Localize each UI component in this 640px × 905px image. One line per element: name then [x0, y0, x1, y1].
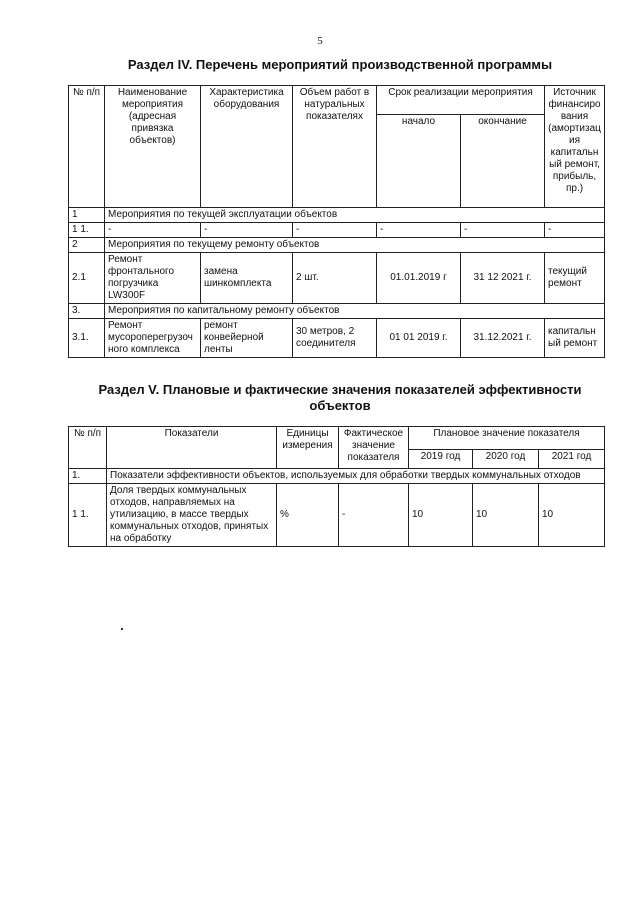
row-num: 2: [69, 238, 105, 253]
section-5-title: Раздел V. Плановые и фактические значения показателей эффективности объектов: [98, 382, 582, 413]
header-2020: 2020 год: [473, 450, 539, 469]
cell-source: текущий ремонт: [545, 253, 605, 304]
cell-start: 01 01 2019 г.: [377, 319, 461, 358]
header-2019: 2019 год: [409, 450, 473, 469]
row-num: 1.: [69, 469, 107, 484]
cell-name: Ремонт фронтального погрузчика LW300F: [105, 253, 201, 304]
cell-end: 31.12.2021 г.: [461, 319, 545, 358]
row-group-title: Мероприятия по капитальному ремонту объектов: [105, 304, 605, 319]
table-row: [69, 208, 605, 223]
table-row: [69, 223, 605, 238]
header-equipment: Характеристика оборудования: [201, 86, 293, 208]
cell-2020: 10: [473, 484, 539, 547]
cell-2019: 10: [409, 484, 473, 547]
cell-source: капитальный ремонт: [545, 319, 605, 358]
table-header-row: [69, 427, 605, 450]
header-source: Источник финансирования (амортизация капитальный ремонт, прибыль, пр.): [545, 86, 605, 208]
cell-indicator: Доля твердых коммунальных отходов, направляемых на утилизацию, в массе твердых коммунальных отходов, принятых на обработку: [107, 484, 277, 547]
cell-2021: 10: [539, 484, 605, 547]
cell-units: %: [277, 484, 339, 547]
table-row: [69, 253, 605, 304]
header-end: окончание: [461, 115, 545, 208]
efficiency-indicators-table: [68, 426, 605, 547]
production-program-table: [68, 85, 605, 358]
row-num: 3.: [69, 304, 105, 319]
header-2021: 2021 год: [539, 450, 605, 469]
header-units: Единицы измерения: [277, 427, 339, 469]
row-group-title: Показатели эффективности объектов, используемых для обработки твердых коммунальных отходов: [107, 469, 605, 484]
header-num: № п/п: [69, 86, 105, 208]
cell-equipment: -: [201, 223, 293, 238]
header-planned: Плановое значение показателя: [409, 427, 605, 450]
cell-end: -: [461, 223, 545, 238]
row-num: 1: [69, 208, 105, 223]
scan-speck: [121, 628, 123, 630]
section-4-title: Раздел IV. Перечень мероприятий производственной программы: [127, 57, 553, 72]
table-row: [69, 484, 605, 547]
row-num: 1 1.: [69, 223, 105, 238]
table-row: [69, 238, 605, 253]
header-actual: Фактическое значение показателя: [339, 427, 409, 469]
header-start: начало: [377, 115, 461, 208]
header-volume: Объем работ в натуральных показателях: [293, 86, 377, 208]
cell-source: -: [545, 223, 605, 238]
header-indicator: Показатели: [107, 427, 277, 469]
header-num: № п/п: [69, 427, 107, 469]
cell-end: 31 12 2021 г.: [461, 253, 545, 304]
cell-volume: 30 метров, 2 соединителя: [293, 319, 377, 358]
table-row: [69, 469, 605, 484]
table-row: [69, 319, 605, 358]
header-name: Наименование мероприятия (адресная привязка объектов): [105, 86, 201, 208]
table-row: [69, 304, 605, 319]
row-num: 1 1.: [69, 484, 107, 547]
row-group-title: Мероприятия по текущей эксплуатации объектов: [105, 208, 605, 223]
cell-actual: -: [339, 484, 409, 547]
row-num: 2.1: [69, 253, 105, 304]
cell-volume: -: [293, 223, 377, 238]
cell-volume: 2 шт.: [293, 253, 377, 304]
cell-start: 01.01.2019 г: [377, 253, 461, 304]
cell-equipment: ремонт конвейерной ленты: [201, 319, 293, 358]
row-num: 3.1.: [69, 319, 105, 358]
cell-start: -: [377, 223, 461, 238]
header-period: Срок реализации мероприятия: [377, 86, 545, 115]
page-number: 5: [317, 35, 323, 47]
cell-name: Ремонт мусороперегрузочного комплекса: [105, 319, 201, 358]
cell-name: -: [105, 223, 201, 238]
table-header-row: [69, 86, 605, 115]
cell-equipment: замена шинкомплекта: [201, 253, 293, 304]
row-group-title: Мероприятия по текущему ремонту объектов: [105, 238, 605, 253]
